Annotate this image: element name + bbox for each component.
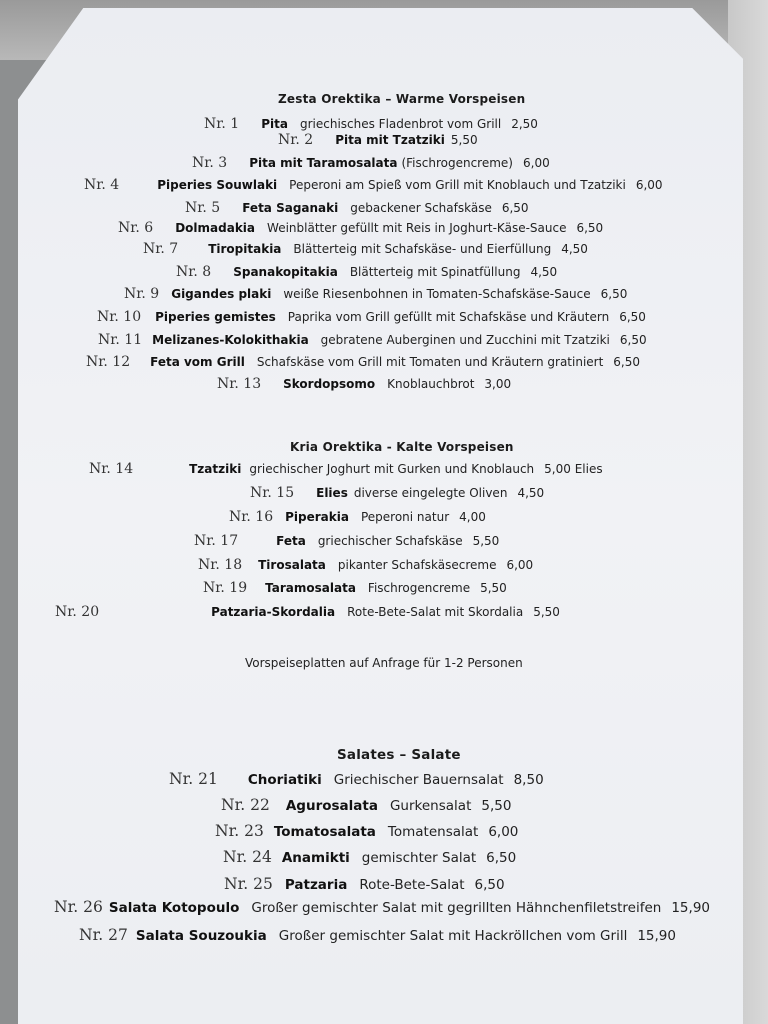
menu-item: Nr. 11 Melizanes-Kolokithakia gebratene Auberginen und Zucchini mit Tzatziki 6,50 [98,332,647,348]
menu-item: Nr. 19 Taramosalata Fischrogencreme 5,50 [203,580,507,596]
menu-item: Nr. 17 Feta griechischer Schafskäse 5,50 [194,533,500,549]
section-title-warm: Zesta Orektika – Warme Vorspeisen [278,92,526,106]
menu-item: Nr. 14 Tzatziki griechischer Joghurt mit Gurken und Knoblauch 5,00 Elies [89,461,603,477]
menu-item: Nr. 25 Patzaria Rote-Bete-Salat 6,50 [224,875,505,893]
platter-note: Vorspeiseplatten auf Anfrage für 1-2 Personen [245,656,523,670]
menu-item: Nr. 21 Choriatiki Griechischer Bauernsalat 8,50 [169,770,544,788]
menu-item: Nr. 1 Pita griechisches Fladenbrot vom Grill 2,50 [204,116,538,132]
section-title-salads: Salates – Salate [337,747,461,763]
menu-item: Nr. 20 Patzaria-Skordalia Rote-Bete-Salat mit Skordalia 5,50 [55,604,560,620]
menu-item: Nr. 2 Pita mit Tzatziki 5,50 [278,132,478,148]
menu-item: Nr. 27 Salata Souzoukia Großer gemischter Salat mit Hackröllchen vom Grill 15,90 [79,926,676,944]
menu-item: Nr. 3 Pita mit Taramosalata (Fischrogencreme) 6,00 [192,155,550,171]
menu-item: Nr. 8 Spanakopitakia Blätterteig mit Spinatfüllung 4,50 [176,264,558,280]
menu-item: Nr. 15 Elies diverse eingelegte Oliven 4,50 [250,485,545,501]
menu-item: Nr. 16 Piperakia Peperoni natur 4,00 [229,509,486,525]
menu-item: Nr. 24 Anamikti gemischter Salat 6,50 [223,848,517,866]
menu-item: Nr. 6 Dolmadakia Weinblätter gefüllt mit Reis in Joghurt-Käse-Sauce 6,50 [118,220,604,236]
menu-item: Nr. 13 Skordopsomo Knoblauchbrot 3,00 [217,376,512,392]
menu-item: Nr. 22 Agurosalata Gurkensalat 5,50 [221,796,512,814]
menu-item: Nr. 4 Piperies Souwlaki Peperoni am Spieß vom Grill mit Knoblauch und Tzatziki 6,00 [84,177,663,193]
section-title-cold: Kria Orektika - Kalte Vorspeisen [290,440,514,454]
menu-item: Nr. 9 Gigandes plaki weiße Riesenbohnen in Tomaten-Schafskäse-Sauce 6,50 [124,286,628,302]
menu-item: Nr. 26 Salata Kotopoulo Großer gemischter Salat mit gegrillten Hähnchenfiletstreifen 15,90 [54,898,710,916]
menu-item: Nr. 12 Feta vom Grill Schafskäse vom Grill mit Tomaten und Kräutern gratiniert 6,50 [86,354,641,370]
menu-item: Nr. 10 Piperies gemistes Paprika vom Grill gefüllt mit Schafskäse und Kräutern 6,50 [97,309,646,325]
menu-item: Nr. 23 Tomatosalata Tomatensalat 6,00 [215,822,519,840]
menu-item: Nr. 7 Tiropitakia Blätterteig mit Schafskäse- und Eierfüllung 4,50 [143,241,588,257]
menu-item: Nr. 5 Feta Saganaki gebackener Schafskäse 6,50 [185,200,529,216]
menu-item: Nr. 18 Tirosalata pikanter Schafskäsecreme 6,00 [198,557,534,573]
